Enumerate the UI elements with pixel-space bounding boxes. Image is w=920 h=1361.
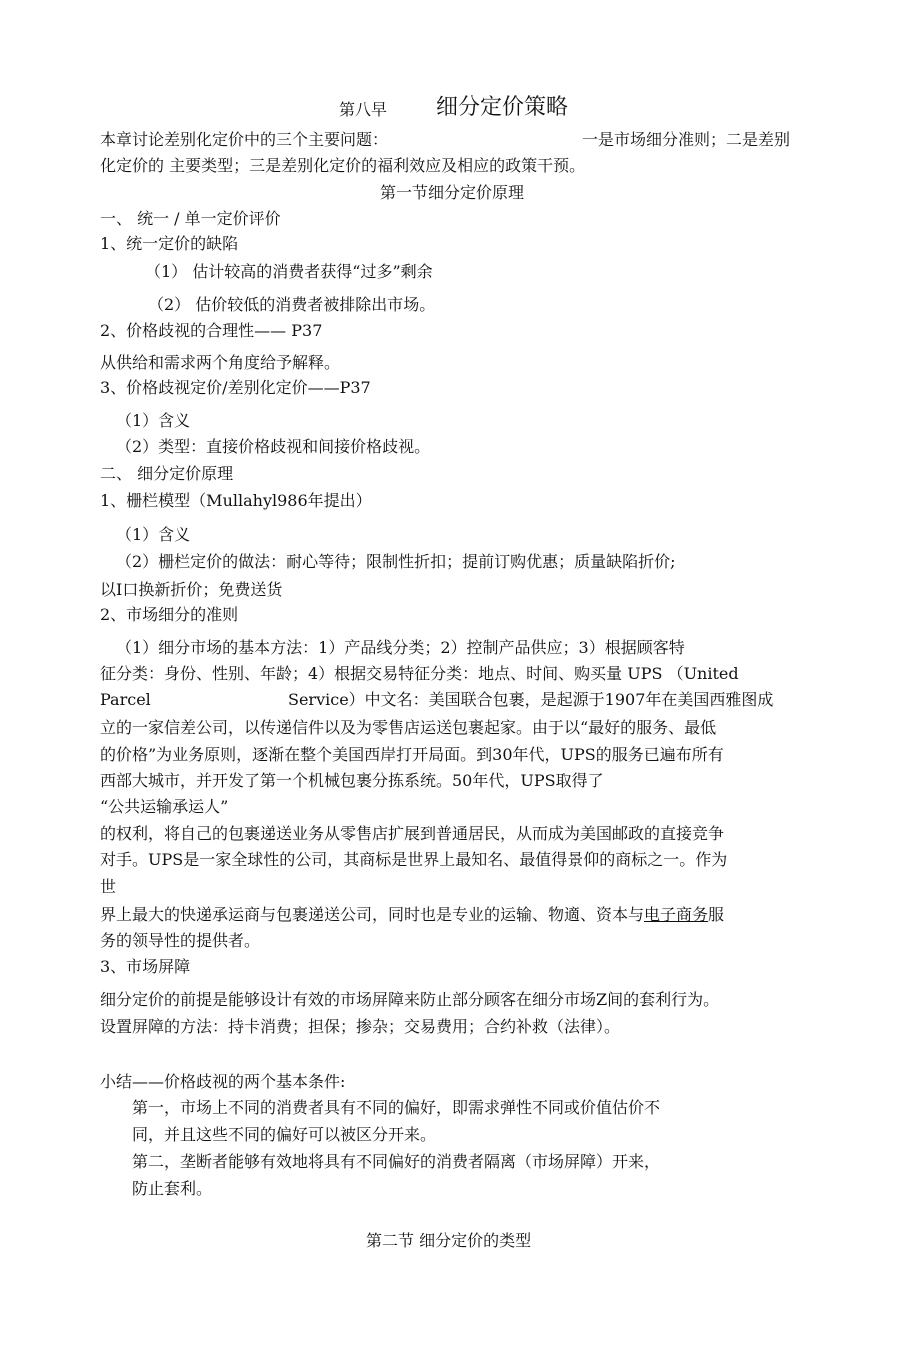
list-item: 3、价格歧视定价/差别化定价——P37 <box>100 378 371 397</box>
paragraph: 以I口换新折价；免费送货 <box>100 580 283 599</box>
list-item: 2、价格歧视的合理性—— P37 <box>100 321 323 340</box>
section-heading: 第一节细分定价原理 <box>380 183 525 202</box>
page-title: 细分定价策略 <box>436 95 569 120</box>
paragraph: Parcel <box>100 690 151 709</box>
paragraph: 的价格”为业务原则，逐渐在整个美国西岸打开局面。到30年代，UPS的服务已遍布所有 <box>100 745 724 764</box>
paragraph: 西部大城市，并开发了第一个机械包裹分拣系统。50年代，UPS取得了 <box>100 771 604 790</box>
chapter-number: 第八早 <box>339 100 388 119</box>
intro-text: 本章讨论差别化定价中的三个主要问题： <box>100 130 389 149</box>
list-item: 3、市场屏障 <box>100 957 191 976</box>
list-item: （2）类型：直接价格歧视和间接价格歧视。 <box>116 437 431 456</box>
paragraph: 立的一家信差公司，以传递信件以及为零售店运送包裹起家。由于以“最好的服务、最低 <box>100 718 717 737</box>
paragraph: “公共运输承运人” <box>100 797 229 816</box>
paragraph: Service）中文名：美国联合包裹，是起源于1907年在美国西雅图成 <box>288 690 774 709</box>
paragraph: 对手。UPS是一家全球性的公司，其商标是世界上最知名、最值得景仰的商标之一。作为 <box>100 850 728 869</box>
paragraph-text: 服 <box>708 905 725 924</box>
summary-text: 同，并且这些不同的偏好可以被区分开来。 <box>132 1125 437 1144</box>
paragraph: 务的领导性的提供者。 <box>100 931 261 950</box>
paragraph-text: 界上最大的快递承运商与包裹递送公司，同时也是专业的运输、物適、资本与 <box>100 905 645 924</box>
section-heading: 第二节 细分定价的类型 <box>366 1231 532 1250</box>
list-item: （2） 估价较低的消费者被排除出市场。 <box>148 295 436 314</box>
intro-text: 一是市场细分准则；二是差别 <box>582 130 791 149</box>
summary-text: 防止套利。 <box>132 1179 213 1198</box>
list-item: （1） 估计较高的消费者获得“过多”剩余 <box>145 262 433 281</box>
paragraph <box>100 905 724 925</box>
paragraph: 从供给和需求两个角度给予解释。 <box>100 353 341 372</box>
ecommerce-link[interactable]: 电子商务 <box>644 905 709 924</box>
summary-heading: 小结——价格歧视的两个基本条件: <box>100 1072 346 1091</box>
list-item: （1）含义 <box>116 525 191 544</box>
list-item: （1）含义 <box>116 411 191 430</box>
subheading: 二、 细分定价原理 <box>100 464 234 483</box>
list-item: 1、统一定价的缺陷 <box>100 234 239 253</box>
paragraph: 设置屏障的方法：持卡消费；担保；掺杂；交易费用；合约补救（法律）。 <box>100 1017 621 1036</box>
list-item: （2）栅栏定价的做法：耐心等待；限制性折扣；提前订购优惠；质量缺陷折价; <box>116 552 676 571</box>
intro-text: 化定价的 主要类型；三是差别化定价的福利效应及相应的政策干预。 <box>100 156 586 175</box>
paragraph: 征分类：身份、性别、年龄；4）根据交易特征分类：地点、时间、购买量 UPS （United <box>100 664 739 683</box>
paragraph: 的权利，将自己的包裹递送业务从零售店扩展到普通居民，从而成为美国邮政的直接竞争 <box>100 824 725 843</box>
paragraph: （1）细分市场的基本方法：1）产品线分类；2）控制产品供应；3）根据顾客特 <box>116 638 685 657</box>
summary-text: 第二，垄断者能够有效地将具有不同偏好的消费者隔离（市场屏障）开来， <box>132 1152 661 1171</box>
list-item: 1、栅栏模型（Mullahyl986年提出） <box>100 491 372 510</box>
summary-text: 第一，市场上不同的消费者具有不同的偏好，即需求弹性不同或价值估价不 <box>132 1098 661 1117</box>
subheading: 一、 统一 / 单一定价评价 <box>100 209 281 228</box>
paragraph: 细分定价的前提是能够设计有效的市场屏障来防止部分顾客在细分市场Z间的套利行为。 <box>100 990 720 1009</box>
paragraph: 世 <box>100 877 117 896</box>
list-item: 2、市场细分的准则 <box>100 605 239 624</box>
